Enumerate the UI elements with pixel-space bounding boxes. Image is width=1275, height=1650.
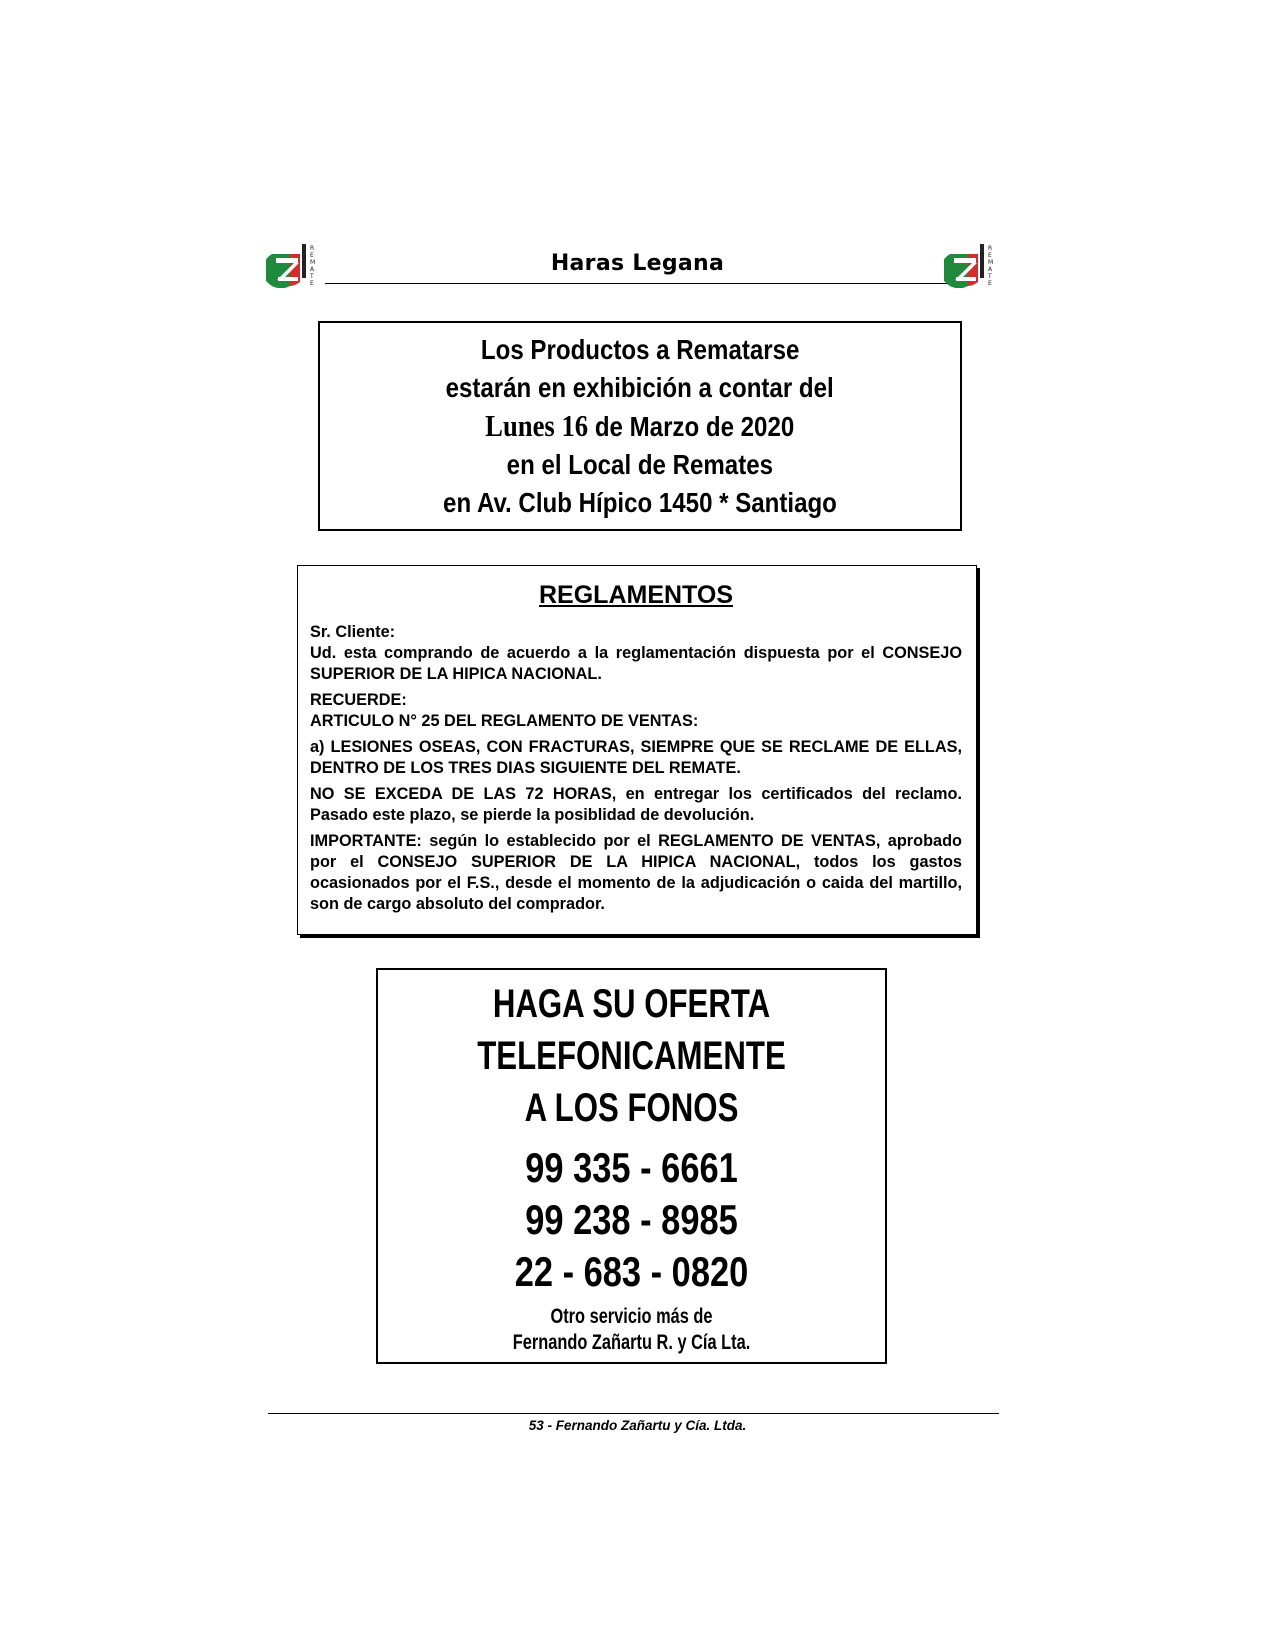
page-header-title: Haras Legana (550, 251, 725, 276)
exhibition-notice-box (318, 321, 962, 531)
rules-recuerde: RECUERDE: (310, 691, 407, 709)
rules-importante-label: IMPORTANTE: (310, 832, 422, 850)
rules-horas-rest: , en entregar los certificados del reclamo. Pasado este plazo, se pierde la posiblidad de devolución. (310, 785, 962, 824)
svg-text:R: R (310, 245, 315, 252)
rules-importante-bold-2: CONSEJO SUPERIOR DE LA HIPICA NACIONAL (377, 853, 796, 871)
rules-importante-bold-1: REGLAMENTO DE VENTAS (658, 832, 876, 850)
exhibition-date-line (485, 407, 794, 446)
exhibition-line-4: en el Local de Remates (506, 448, 774, 480)
offer-line-1: HAGA SU OFERTA (492, 982, 771, 1026)
phone-offer-box (376, 968, 887, 1364)
svg-text:E: E (310, 280, 314, 287)
exhibition-line-2: estarán en exhibición a contar del (445, 371, 835, 403)
offer-line-3: A LOS FONOS (524, 1086, 739, 1130)
offer-phone-3: 22 - 683 - 0820 (514, 1248, 749, 1295)
rules-paragraph-a: a) LESIONES OSEAS, CON FRACTURAS, SIEMPRE QUE SE RECLAME DE ELLAS, DENTRO DE LOS TRES DIAS SIGUIENTE DEL REMATE. (310, 738, 962, 777)
svg-text:A: A (988, 266, 993, 273)
rules-importante-text-3: , todos los gastos ocasionados por el F.S., desde el momento de la adjudicación o caida del martillo, son de cargo absoluto del comprador. (310, 853, 962, 913)
offer-line-2: TELEFONICAMENTE (477, 1034, 786, 1078)
rules-articulo: ARTICULO N° 25 DEL REGLAMENTO DE VENTAS: (310, 712, 699, 730)
svg-text:E: E (988, 252, 992, 259)
offer-service-line-1: Otro servicio más de (550, 1305, 713, 1328)
offer-phone-1: 99 335 - 6661 (525, 1144, 738, 1191)
exhibition-date-day: Lunes 16 (485, 407, 589, 443)
svg-text:A: A (310, 266, 315, 273)
rules-importante-text-2: , aprobado por el (310, 832, 962, 871)
header-divider (325, 283, 953, 284)
svg-text:R: R (988, 245, 993, 252)
rules-paragraph-1: Ud. esta comprando de acuerdo a la reglamentación dispuesta por el CONSEJO SUPERIOR DE LA HIPICA NACIONAL. (310, 644, 962, 683)
svg-text:M: M (310, 259, 316, 266)
exhibition-date-rest: de Marzo de 2020 (595, 410, 795, 442)
rules-horas-bold: NO SE EXCEDA DE LAS 72 HORAS (310, 785, 612, 803)
zz-remates-logo-right (944, 240, 998, 288)
rules-paragraph-importante (310, 831, 962, 915)
svg-text:E: E (988, 280, 992, 287)
svg-text:E: E (310, 252, 314, 259)
reglamentos-box (297, 565, 977, 935)
svg-text:T: T (988, 273, 992, 280)
exhibition-line-1: Los Productos a Rematarse (480, 333, 800, 365)
rules-importante-text-1: según lo establecido por el (421, 832, 659, 850)
footer-divider (268, 1413, 999, 1414)
offer-service-line-2: Fernando Zañartu R. y Cía Lta. (512, 1331, 751, 1354)
rules-greeting: Sr. Cliente: (310, 623, 396, 641)
reglamentos-title: REGLAMENTOS (539, 581, 733, 609)
svg-text:T: T (310, 273, 314, 280)
offer-phone-2: 99 238 - 8985 (525, 1196, 738, 1243)
svg-text:M: M (988, 259, 994, 266)
page-footer: 53 - Fernando Zañartu y Cía. Ltda. (528, 1418, 747, 1433)
zz-logo-icon (944, 240, 998, 288)
rules-paragraph-horas (310, 784, 962, 826)
exhibition-address: en Av. Club Hípico 1450 * Santiago (443, 486, 837, 518)
